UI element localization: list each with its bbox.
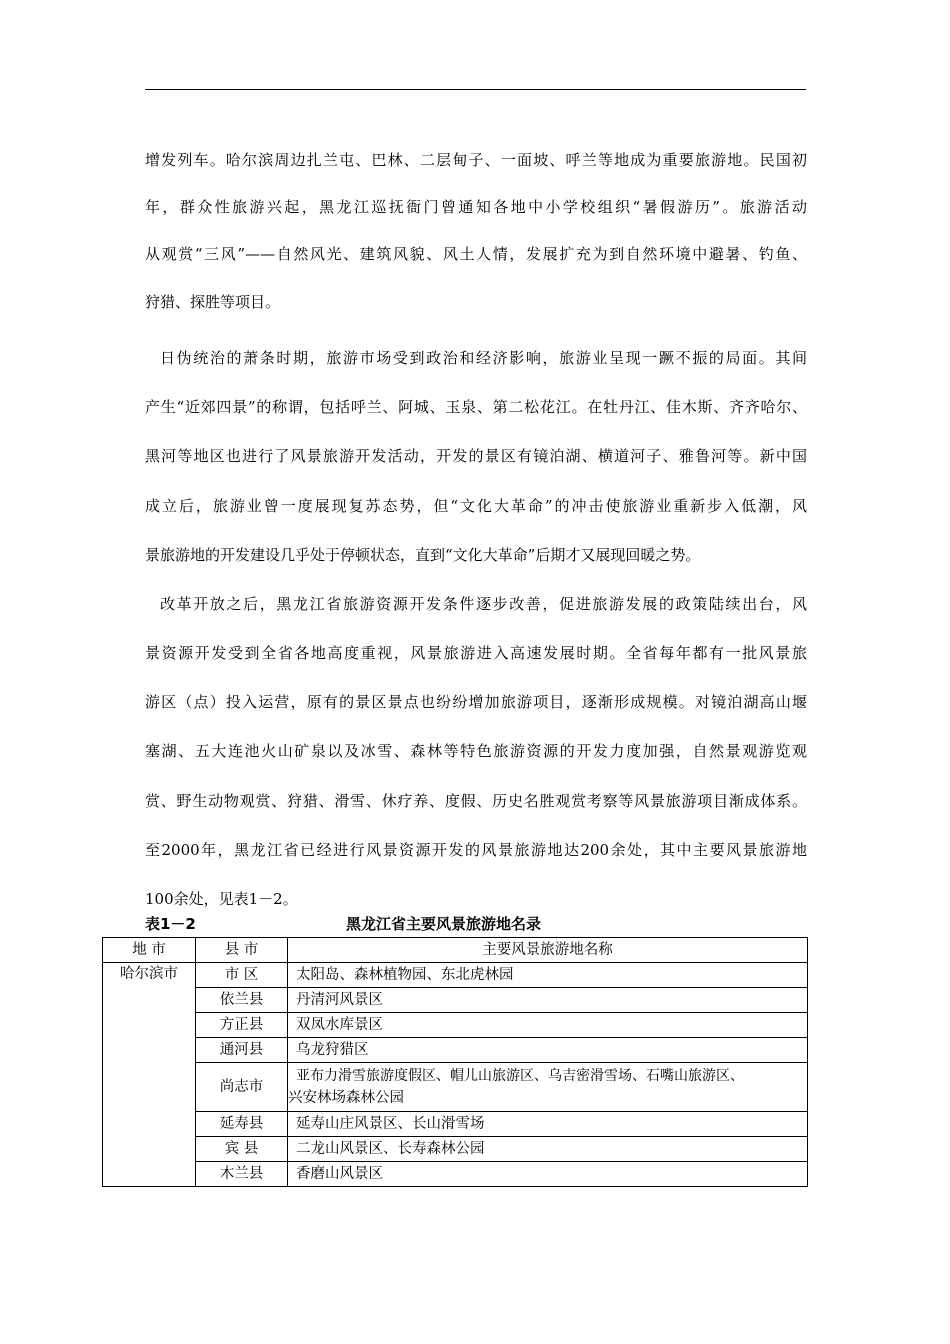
text-line: 从观赏“三风”——自然风光、建筑风貌、风土人情，发展扩充为到自然环境中避暑、钓鱼、 [145,245,807,263]
text-line: 黑河等地区也进行了风景旅游开发活动，开发的景区有镜泊湖、横道河子、雅鲁河等。新中国 [145,447,807,465]
sites-line: 兴安林场森林公园 [288,1090,404,1106]
table-row [103,1112,808,1137]
sites-cell: 延寿山庄风景区、长山滑雪场 [288,1112,808,1137]
scenic-sites-table [102,937,808,1187]
sites-line: 亚布力滑雪旅游度假区、帽儿山旅游区、乌吉密滑雪场、石嘴山旅游区、 [296,1068,744,1084]
region-cell: 哈尔滨市 [103,963,196,1187]
county-cell: 延寿县 [196,1112,288,1137]
sites-cell [288,1063,808,1112]
sites-cell: 双凤水库景区 [288,1013,808,1038]
sites-cell: 丹清河风景区 [288,988,808,1013]
table-row [103,1063,808,1112]
text-line: 成立后，旅游业曾一度展现复苏态势，但“文化大革命”的冲击使旅游业重新步入低潮，风 [145,497,807,515]
text-line: 赏、野生动物观赏、狩猎、滑雪、休疗养、度假、历史名胜观赏考察等风景旅游项目渐成体系。 [145,792,807,810]
sites-cell: 二龙山风景区、长寿森林公园 [288,1137,808,1162]
county-cell: 通河县 [196,1038,288,1063]
text-line: 日伪统治的萧条时期，旅游市场受到政治和经济影响，旅游业呈现一蹶不振的局面。其间 [160,349,807,367]
table-row [103,963,808,988]
table-title: 黑龙江省主要风景旅游地名录 [346,915,542,933]
table-number: 表1－2 [145,915,196,933]
text-line: 景旅游地的开发建设几乎处于停顿状态，直到“文化大革命”后期才又展现回暖之势。 [145,546,701,564]
text-line: 产生“近郊四景”的称谓，包括呼兰、阿城、玉泉、第二松花江。在牡丹江、佳木斯、齐齐哈尔、 [145,398,807,416]
table-header-row [103,938,808,963]
table-row [103,1013,808,1038]
table-row [103,1137,808,1162]
header-city: 地 市 [103,938,196,963]
county-cell: 方正县 [196,1013,288,1038]
header-rule [145,89,806,90]
text-line: 景资源开发受到全省各地高度重视，风景旅游进入高速发展时期。全省每年都有一批风景旅 [145,644,807,662]
header-sites: 主要风景旅游地名称 [288,938,808,963]
sites-cell: 乌龙狩猎区 [288,1038,808,1063]
table-row [103,1162,808,1187]
text-line: 塞湖、五大连池火山矿泉以及冰雪、森林等特色旅游资源的开发力度加强，自然景观游览观 [145,742,807,760]
county-cell: 木兰县 [196,1162,288,1187]
text-line: 100余处，见表1－2。 [145,890,298,908]
sites-cell: 太阳岛、森林植物园、东北虎林园 [288,963,808,988]
text-line: 年，群众性旅游兴起，黑龙江巡抚衙门曾通知各地中小学校组织“暑假游历”。旅游活动 [145,198,807,216]
header-county: 县 市 [196,938,288,963]
county-cell: 宾 县 [196,1137,288,1162]
table-row [103,988,808,1013]
county-cell: 依兰县 [196,988,288,1013]
county-cell: 市 区 [196,963,288,988]
text-line: 至2000年，黑龙江省已经进行风景资源开发的风景旅游地达200余处，其中主要风景旅游地 [145,841,807,859]
county-cell: 尚志市 [196,1063,288,1112]
text-line: 增发列车。哈尔滨周边扎兰屯、巴林、二层甸子、一面坡、呼兰等地成为重要旅游地。民国初 [145,151,807,169]
text-line: 狩猎、探胜等项目。 [145,293,281,311]
table-row [103,1038,808,1063]
text-line: 游区（点）投入运营，原有的景区景点也纷纷增加旅游项目，逐渐形成规模。对镜泊湖高山堰 [145,693,807,711]
sites-cell: 香磨山风景区 [288,1162,808,1187]
text-line: 改革开放之后，黑龙江省旅游资源开发条件逐步改善，促进旅游发展的政策陆续出台，风 [160,595,807,613]
